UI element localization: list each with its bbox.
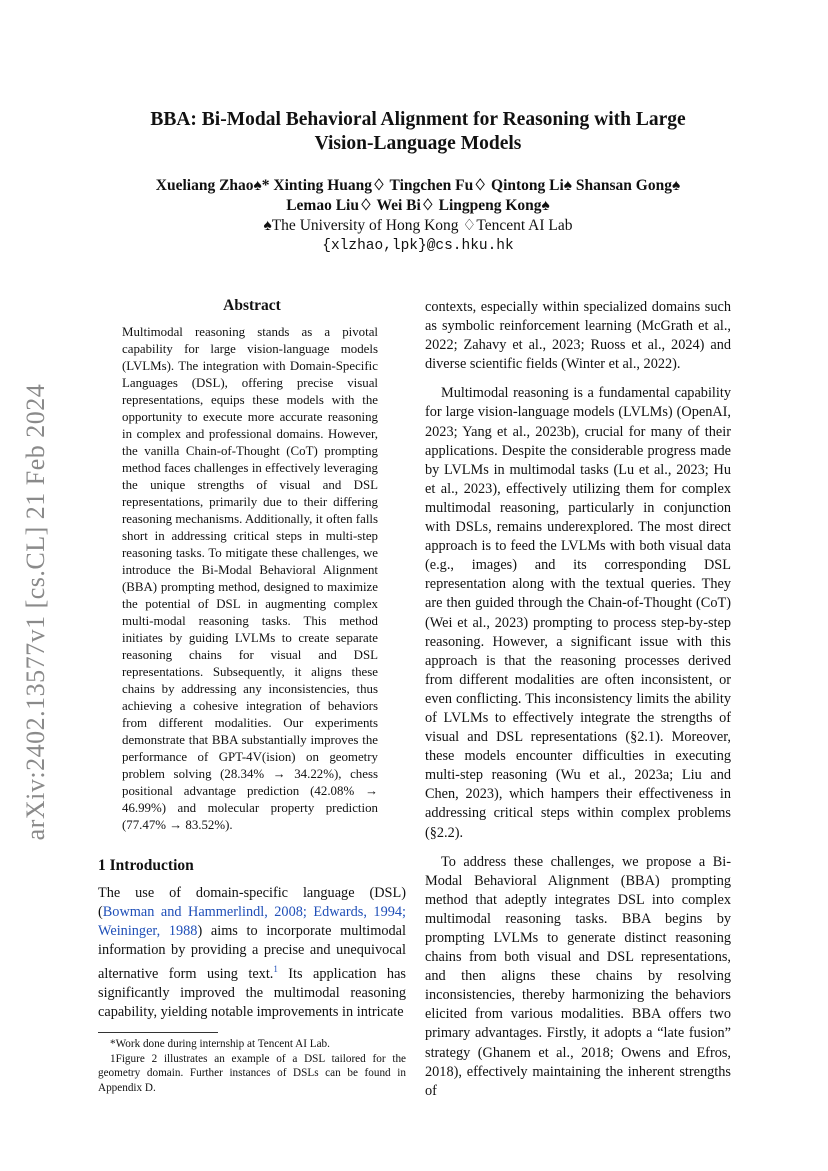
footnote-2: 1Figure 2 illustrates an example of a DSL tailored for the geometry domain. Further instances of DSLs can be found in Appendix D. xyxy=(98,1052,406,1094)
abstract-text: Multimodal reasoning stands as a pivotal capability for large vision-language models (LVLMs). The integration with Domain-Specific Languages (DSL), offering precise visual representations, equips these models with the opportunity to execute more accurate reasoning in complex and professional domains. However, the vanilla Chain-of-Thought (CoT) prompting method faces challenges in effectively leveraging the unique strengths of visual and DSL representations, primarily due to their differing reasoning mechanisms. Additionally, it often falls short in addressing critical steps in multi-step reasoning tasks. To mitigate these challenges, we introduce the Bi-Modal Behavioral Alignment (BBA) prompting method, designed to maximize the potential of DSL in augmenting complex multi-modal reasoning tasks. This method initiates by guiding LVLMs to create separate reasoning chains for visual and DSL representations. Subsequently, it aligns these chains by addressing any inconsistencies, thus achieving a cohesive integration of behaviors from different modalities. Our experiments demonstrate that BBA substantially improves the performance of GPT-4V(ision) on geometry problem solving (28.34% → 34.22%), chess positional advantage prediction (42.08% → 46.99%) and molecular property prediction (77.47% → 83.52%). xyxy=(122,325,378,832)
title-line-2: Vision-Language Models xyxy=(314,133,522,154)
abstract-body xyxy=(122,324,378,834)
footnote-1: *Work done during internship at Tencent AI Lab. xyxy=(110,1038,330,1051)
paragraph-continued: contexts, especially within specialized domains such as symbolic reinforcement learning (McGrath et al., 2022; Zahavy et al., 2023; Ruoss et al., 2024) and diverse scientific fields (Winter et al., 2022). xyxy=(425,299,731,373)
intro-text-a: The use of domain-specific language (DSL) ( xyxy=(98,885,406,921)
footnote-divider xyxy=(98,1032,218,1033)
abstract-heading: Abstract xyxy=(223,297,281,314)
right-column xyxy=(425,298,731,1101)
author-list xyxy=(100,176,736,216)
authors-line-2: Lemao Liu♢ Wei Bi♢ Lingpeng Kong♠ xyxy=(286,197,550,214)
section-heading-introduction: 1 Introduction xyxy=(98,857,194,874)
citation-link[interactable]: Bowman and Hammerlindl, 2008; Edwards, 1994; Weininger, 1988 xyxy=(98,904,406,940)
arxiv-sidebar-stamp xyxy=(16,372,56,852)
paper-title xyxy=(100,108,736,156)
affiliations: ♠The University of Hong Kong ♢Tencent AI Lab xyxy=(263,217,573,234)
paragraph-bba-proposal: To address these challenges, we propose a Bi-Modal Behavioral Alignment (BBA) prompting method that adeptly integrates DSL into complex multimodal reasoning tasks. BBA begins by prompting LVLMs to generate distinct reasoning chains from both visual and DSL representations, and then aligns these chains by resolving inconsistencies, thereby harmonizing the behaviors elicited from various modalities. BBA offers two primary advantages. Firstly, it adopts a “late fusion” strategy (Ghanem et al., 2018; Owens and Efros, 2018), effectively maintaining the inherent strengths of xyxy=(425,853,731,1099)
intro-text-c: Its application has significantly improved the multimodal reasoning capability, yielding notable improvements in intricate xyxy=(98,966,406,1021)
intro-text-b: ) aims to incorporate multimodal information by providing a precise and unequivocal alternative form using text. xyxy=(98,923,406,983)
intro-paragraph-1 xyxy=(98,884,406,1022)
paragraph-multimodal-reasoning: Multimodal reasoning is a fundamental capability for large vision-language models (LVLMs) (OpenAI, 2023; Yang et al., 2023b), crucial for many of their applications. Despite the considerable progress made by LVLMs in multimodal tasks (Lu et al., 2023; Hu et al., 2023), effectively utilizing them for complex multimodal reasoning, particularly in conjunction with DSLs, remains underexplored. The most direct approach is to feed the LVLMs with both visual data (e.g., images) and its corresponding DSL representation along with the textual queries. They are then guided through the Chain-of-Thought (CoT) (Wei et al., 2023) prompting to process step-by-step reasoning. However, a significant issue with this approach is that the reasoning processes derived from different modalities are often inconsistent, or even conflicting. This inconsistency limits the ability of LVLMs to effectively integrate the strengths of visual and DSL representations (§2.1). Moreover, these models encounter difficulties in executing multi-step reasoning (Wu et al., 2023a; Liu and Chen, 2023), which hampers their effectiveness in addressing critical steps within complex problems (§2.2). xyxy=(425,385,731,841)
right-column-body xyxy=(425,298,731,1101)
contact-email: {xlzhao,lpk}@cs.hku.hk xyxy=(322,238,514,254)
intro-body xyxy=(98,884,406,1022)
title-line-1: BBA: Bi-Modal Behavioral Alignment for Reasoning with Large xyxy=(150,109,686,130)
arxiv-identifier: arXiv:2402.13577v1 [cs.CL] 21 Feb 2024 xyxy=(21,383,50,841)
footnote-marker[interactable]: 1 xyxy=(273,964,278,975)
left-column xyxy=(98,296,406,1095)
footnotes xyxy=(98,1037,406,1095)
authors-line-1: Xueliang Zhao♠* Xinting Huang♢ Tingchen Fu♢ Qintong Li♠ Shansan Gong♠ xyxy=(155,177,681,194)
